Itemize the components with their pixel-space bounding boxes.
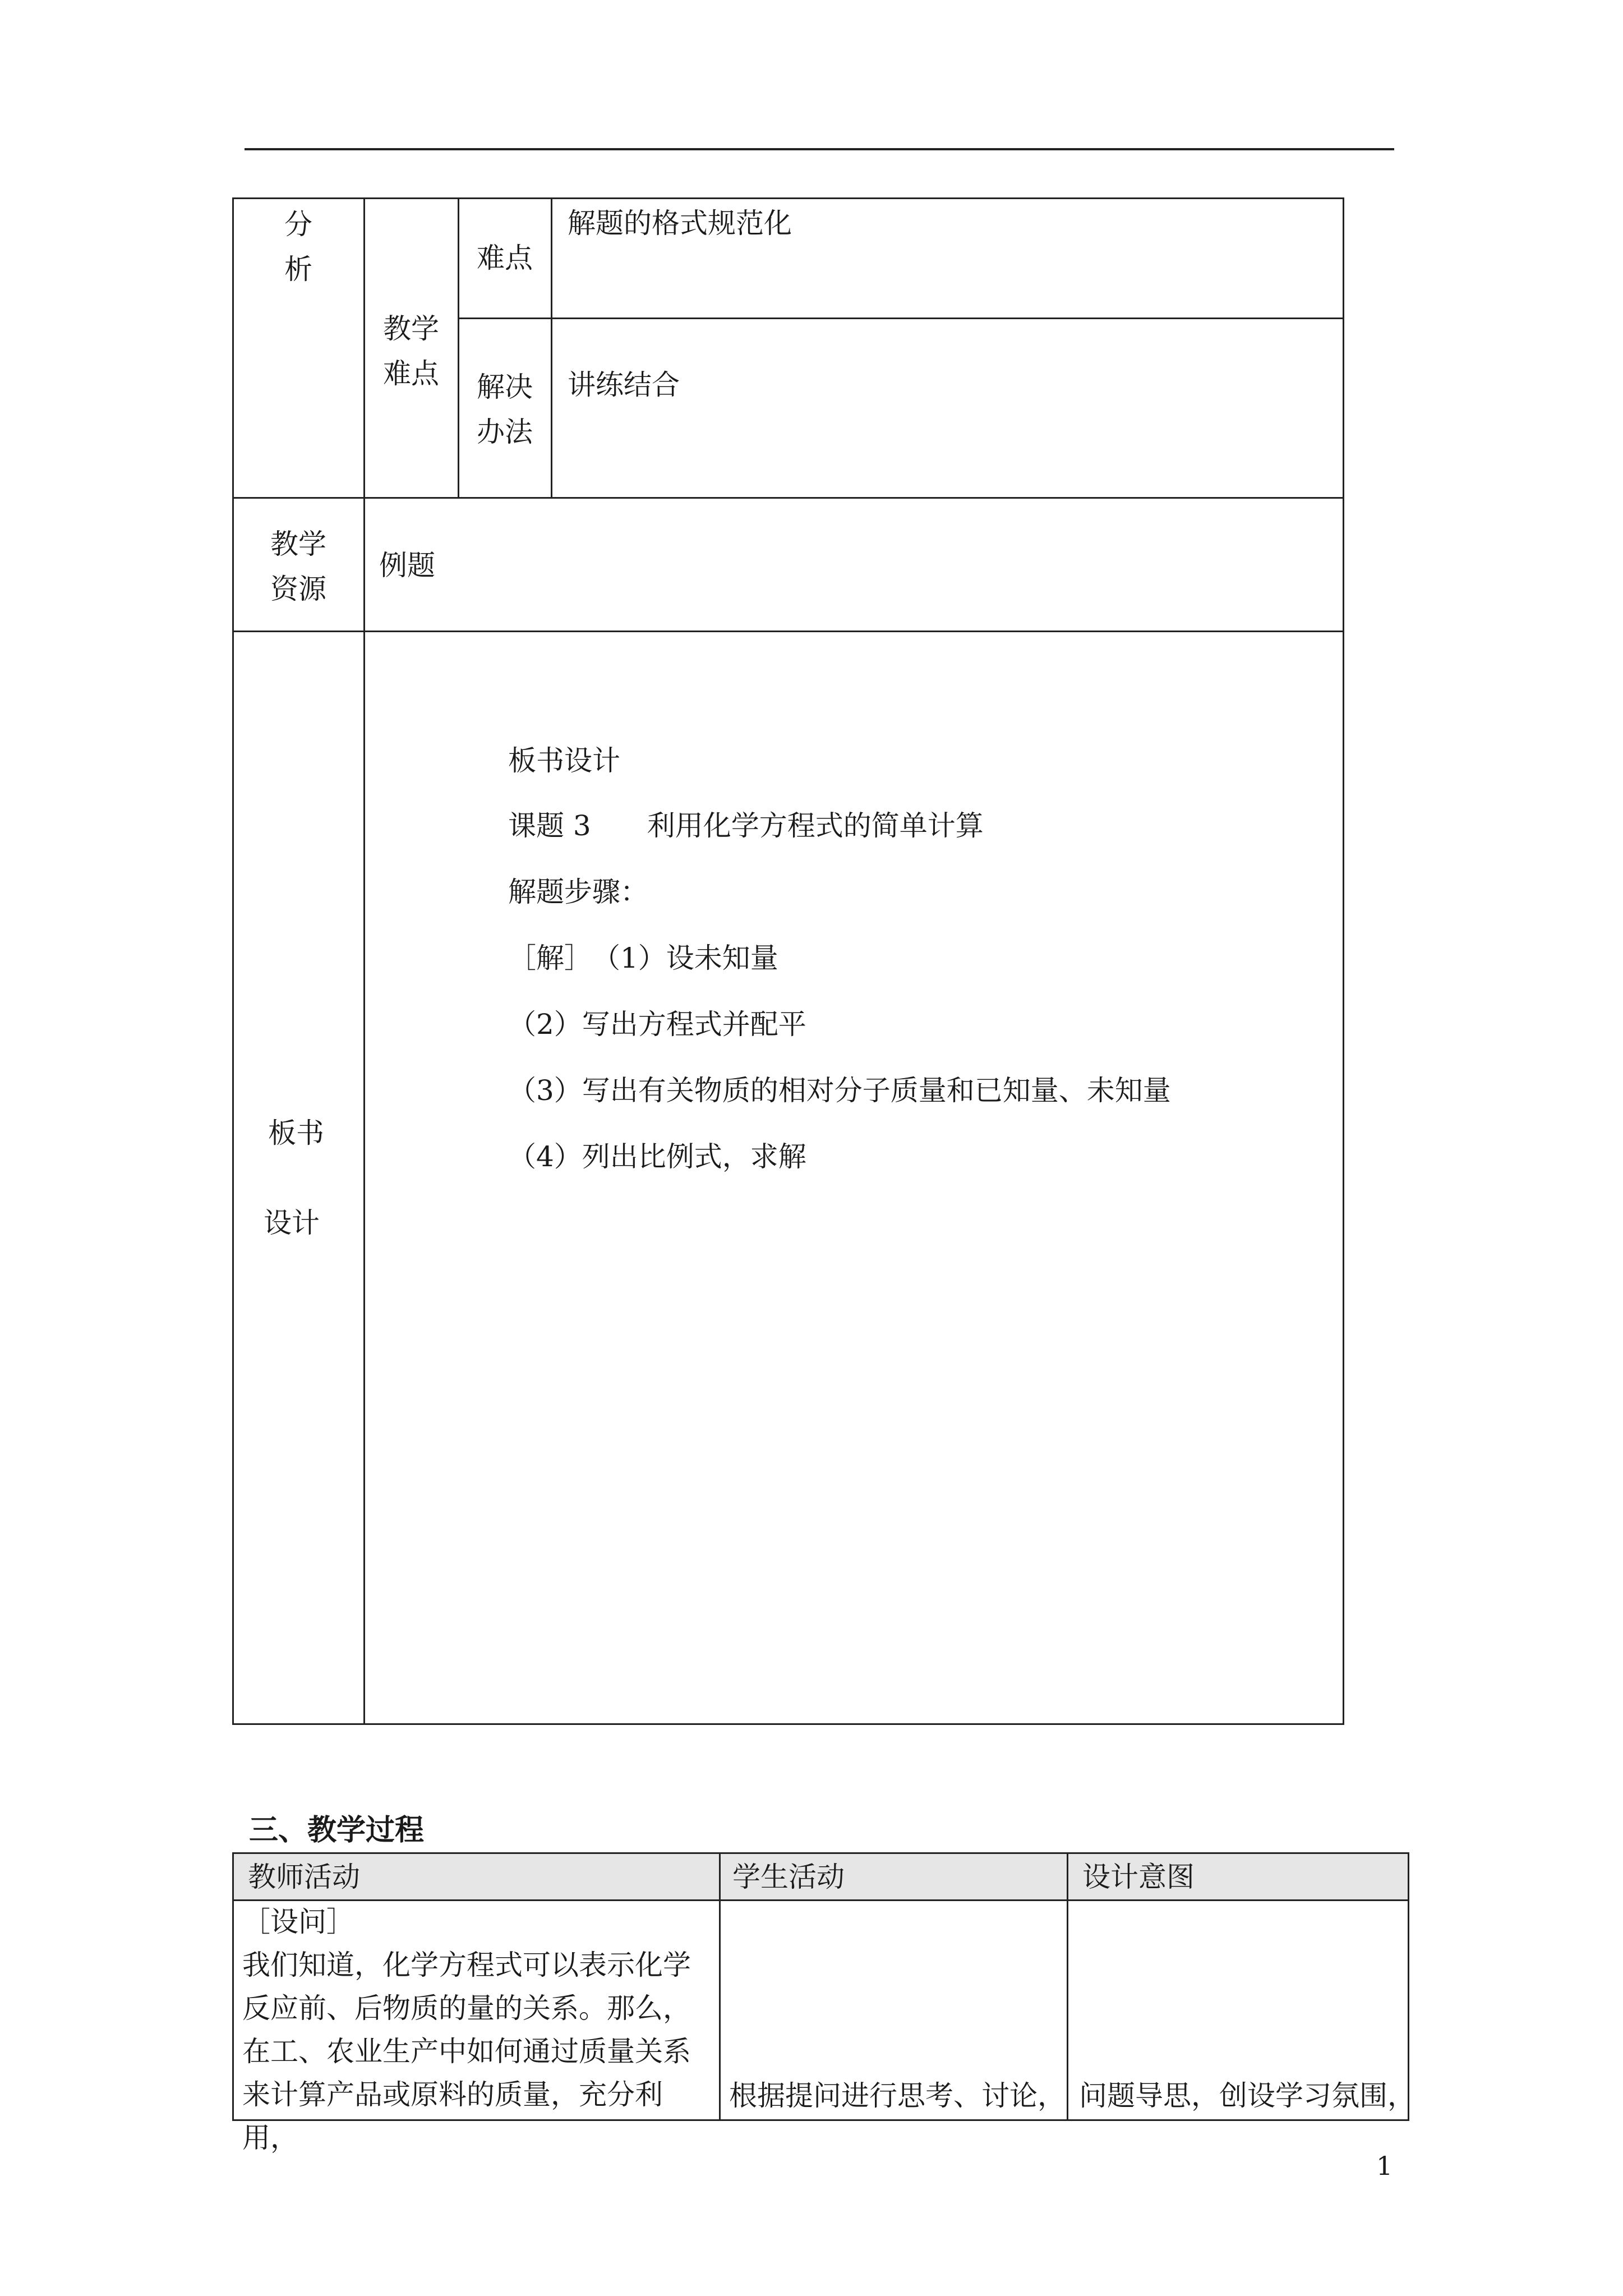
design-intent-text: 问题导思，创设学习氛围，: [1079, 2079, 1415, 2112]
solution-label: 解决 办法: [477, 371, 533, 448]
board-label-1: 板书: [268, 1117, 324, 1149]
solution-value: 讲练结合: [568, 369, 680, 401]
resources-label: 教学 资源: [270, 528, 326, 605]
board-line: （4）列出比例式，求解: [508, 1140, 806, 1173]
student-activity-text: 根据提问进行思考、讨论，: [729, 2079, 1066, 2112]
page-number: 1: [1376, 2151, 1393, 2181]
board-line: 板书设计: [508, 744, 620, 777]
header-rule: [245, 148, 1394, 150]
teacher-activity-text: ［设问］ 我们知道，化学方程式可以表示化学 反应前、后物质的量的关系。那么， 在工、农业生产中如何通过质量关系 来计算产品或原料的质量，充分利用，: [242, 1906, 691, 2154]
board-label-2: 设计: [264, 1207, 320, 1239]
board-line: （2）写出方程式并配平: [508, 1008, 806, 1041]
analysis-label: 分 析: [284, 208, 312, 286]
board-line: （3）写出有关物质的相对分子质量和已知量、未知量: [508, 1074, 1171, 1107]
teaching-difficulty-label: 教学 难点: [383, 312, 439, 390]
header-design-intent: 设计意图: [1082, 1861, 1195, 1893]
resources-value: 例题: [379, 549, 435, 582]
header-student-activity: 学生活动: [732, 1861, 845, 1893]
hard-point-value: 解题的格式规范化: [568, 207, 792, 240]
board-line: 解题步骤：: [508, 876, 648, 908]
header-teacher-activity: 教师活动: [248, 1861, 360, 1893]
board-line: 课题 3 利用化学方程式的简单计算: [508, 809, 984, 842]
board-line: ［解］ （1）设未知量: [508, 942, 778, 974]
section-title: 三、教学过程: [249, 1814, 425, 1847]
hard-point-label: 难点: [477, 242, 533, 274]
